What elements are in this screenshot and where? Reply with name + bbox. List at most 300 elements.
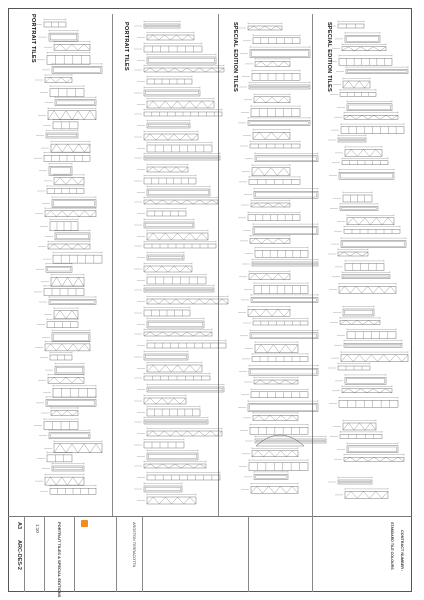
tile-outline [46, 399, 96, 406]
tile-outline [46, 266, 72, 272]
tile-zigzag [254, 380, 298, 384]
tile-outline [50, 355, 72, 360]
tile-inner-void [146, 355, 187, 359]
tile-inner-void [349, 447, 397, 452]
tile-zigzag [54, 444, 102, 453]
tile-profile-38 [39, 429, 90, 439]
tile-inner-void [345, 310, 373, 315]
tile-zigzag [45, 78, 72, 83]
tile-outline [54, 444, 102, 453]
tile-outline [340, 92, 376, 96]
tile-profile-114 [240, 329, 318, 339]
tile-profile-165 [335, 488, 388, 499]
tile-inner-void [149, 388, 223, 391]
tile-outline [250, 427, 308, 434]
tile-outline [147, 453, 198, 460]
scale: 1:10 [35, 524, 40, 533]
tile-outline [147, 497, 196, 504]
tile-profile-93 [239, 82, 310, 90]
tile-profile-45 [137, 32, 194, 41]
tile-outline [345, 377, 386, 384]
tile-profile-66 [134, 263, 192, 273]
tile-outline [339, 400, 398, 407]
tile-zigzag [48, 111, 96, 120]
tile-outline [342, 389, 392, 393]
tile-zigzag [342, 47, 386, 51]
tile-zigzag [251, 203, 290, 207]
tile-profile-4 [37, 52, 90, 65]
tile-profile-107 [245, 247, 308, 258]
tile-profile-119 [241, 388, 308, 398]
tile-profile-113 [243, 318, 308, 326]
tile-profile-136 [334, 112, 398, 120]
tile-outline [51, 277, 84, 286]
tile-profile-31 [40, 352, 72, 361]
title-block-divider-2 [44, 516, 45, 592]
tile-profile-41 [42, 463, 84, 472]
tile-inner-void [51, 168, 71, 175]
tile-outline [47, 455, 72, 462]
tile-profile-138 [328, 135, 366, 143]
tile-zigzag [339, 286, 396, 293]
tile-outline [253, 132, 290, 139]
tile-outline [346, 70, 408, 74]
tile-profile-109 [239, 270, 290, 280]
tile-zigzag [342, 389, 392, 393]
tile-outline [54, 311, 78, 319]
tile-profile-142 [333, 192, 372, 203]
tile-profile-156 [328, 363, 370, 371]
tile-profile-16 [37, 185, 84, 194]
tile-outline [144, 24, 180, 28]
tile-inner-void [57, 101, 95, 105]
tile-outline [254, 286, 308, 294]
tile-profile-159 [329, 397, 398, 408]
tile-zigzag [254, 97, 290, 103]
tile-profile-121 [243, 412, 298, 421]
tile-profile-158 [332, 385, 392, 393]
tile-zigzag [338, 252, 368, 256]
tile-profile-62 [134, 219, 194, 229]
tile-profile-98 [240, 141, 300, 149]
brand-logo [81, 520, 88, 527]
tile-zigzag [144, 332, 212, 336]
tile-zigzag [144, 200, 218, 204]
tile-profile-72 [134, 329, 212, 337]
tile-outline [144, 354, 188, 360]
tile-profile-55 [137, 142, 212, 153]
tile-profile-147 [328, 249, 368, 257]
title-block-top-rule [8, 516, 412, 517]
tile-outline [248, 26, 282, 30]
tile-outline [47, 55, 90, 64]
tile-profile-131 [329, 55, 392, 65]
tile-profile-116 [242, 353, 308, 362]
tile-inner-void [54, 467, 83, 470]
title-block-divider-3 [74, 516, 75, 592]
tile-inner-void [48, 267, 71, 271]
tile-inner-void [48, 401, 95, 406]
tile-zigzag [51, 411, 78, 416]
tile-profile-155 [331, 351, 408, 362]
tile-profile-51 [137, 98, 214, 109]
tile-zigzag [45, 477, 84, 485]
tile-profile-95 [241, 105, 300, 117]
tile-inner-void [51, 301, 95, 304]
tile-profile-63 [137, 230, 208, 241]
tile-profile-129 [335, 32, 380, 43]
tile-profile-2 [39, 30, 78, 41]
tile-inner-void [146, 289, 213, 291]
tile-profile-150 [329, 283, 396, 294]
tile-profile-53 [137, 120, 190, 129]
tile-profile-157 [335, 374, 386, 385]
tile-zigzag [251, 486, 298, 493]
tile-outline [339, 58, 392, 65]
tile-zigzag [147, 497, 196, 504]
tile-profile-54 [134, 131, 198, 141]
section-title-portrait-b: PORTRAIT TILES [123, 22, 129, 71]
tile-outline [254, 474, 288, 479]
tile-zigzag [147, 233, 208, 240]
tile-profile-39 [44, 440, 102, 453]
tile-zigzag [250, 238, 290, 243]
tile-zigzag [248, 26, 282, 30]
tile-profile-89 [243, 34, 300, 44]
tile-outline [52, 333, 90, 342]
tile-outline [250, 333, 318, 339]
tile-profile-11 [36, 130, 78, 139]
tile-profile-132 [336, 66, 408, 74]
tile-inner-void [54, 201, 95, 207]
tile-profile-27 [44, 307, 78, 319]
tile-profile-144 [337, 214, 394, 225]
tile-zigzag [45, 344, 90, 351]
tile-profile-111 [241, 294, 318, 303]
tile-profile-43 [40, 485, 96, 495]
tile-outline [54, 44, 90, 50]
tile-profile-140 [332, 157, 388, 165]
tile-profile-102 [244, 188, 318, 199]
tile-profile-123 [245, 436, 326, 444]
tile-profile-61 [137, 208, 186, 217]
tile-profile-36 [41, 407, 78, 416]
tile-zigzag [248, 309, 290, 316]
tile-profile-77 [137, 384, 224, 393]
tile-profile-70 [134, 307, 190, 317]
tile-outline [44, 22, 66, 27]
tile-outline [144, 178, 196, 184]
tile-profile-59 [137, 186, 210, 197]
tile-zigzag [347, 218, 394, 225]
tile-outline [338, 24, 364, 28]
tile-outline [147, 277, 206, 284]
tile-zigzag [54, 177, 84, 184]
tile-profile-145 [334, 226, 400, 234]
tile-inner-void [51, 34, 77, 40]
contract-number-label: CONTRACT NUMBER : [400, 530, 404, 572]
tile-profile-71 [137, 318, 204, 329]
tile-zigzag [343, 423, 376, 430]
tile-profile-164 [328, 477, 372, 485]
tile-inner-void [54, 334, 89, 341]
tile-profile-152 [330, 317, 380, 325]
tile-profile-126 [244, 471, 288, 480]
tile-outline [144, 90, 200, 96]
tile-profile-146 [331, 237, 406, 248]
tile-profile-97 [243, 129, 290, 140]
title-block-divider-7 [312, 516, 313, 592]
tile-profile-23 [36, 263, 72, 273]
tile-inner-void [149, 190, 209, 195]
tile-profile-81 [137, 428, 222, 437]
tile-inner-void [254, 263, 317, 265]
tile-inner-void [146, 223, 193, 227]
tile-profile-127 [241, 483, 298, 494]
tile-profile-48 [134, 65, 224, 73]
tile-profile-26 [39, 296, 96, 305]
tile-outline [252, 262, 318, 266]
tile-outline [147, 299, 228, 304]
tile-inner-void [146, 487, 181, 491]
tile-profile-154 [334, 340, 402, 348]
tile-profile-46 [134, 43, 202, 53]
tile-profile-139 [335, 146, 382, 157]
tile-outline [344, 229, 400, 233]
tile-profile-28 [37, 318, 78, 328]
tile-outline [340, 434, 382, 438]
tile-outline [255, 439, 326, 443]
tile-profile-148 [335, 260, 384, 271]
tile-profile-13 [34, 152, 90, 162]
tile-outline [343, 423, 376, 430]
tile-profile-160 [333, 420, 376, 431]
tile-profile-104 [238, 211, 300, 221]
tile-zigzag [252, 168, 290, 176]
tile-zigzag [144, 464, 206, 468]
tile-outline [251, 392, 308, 398]
tile-profile-115 [245, 341, 298, 353]
tile-profile-34 [43, 385, 96, 398]
tile-outline [147, 57, 216, 64]
tile-zigzag [147, 101, 214, 108]
tile-outline [144, 46, 202, 52]
tile-profile-83 [137, 450, 198, 461]
tile-outline [144, 288, 214, 292]
tile-colours-heading: STANDARD TILE COLOURS [390, 522, 394, 570]
tile-outline [144, 420, 208, 424]
tile-inner-void [250, 122, 309, 125]
tile-profile-91 [245, 58, 290, 67]
tile-zigzag [344, 115, 398, 119]
tile-inner-void [349, 105, 391, 110]
tile-outline [252, 451, 298, 457]
tile-outline [340, 206, 378, 210]
sheet-size: A3 [16, 522, 22, 530]
tile-profile-6 [35, 74, 72, 83]
tile-zigzag [144, 134, 198, 140]
tile-inner-void [341, 173, 393, 178]
tile-profile-24 [41, 274, 84, 287]
tile-zigzag [147, 167, 188, 172]
tile-profile-74 [134, 351, 188, 361]
tile-outline [147, 255, 184, 260]
title-block-divider-4 [116, 516, 117, 592]
tile-outline [144, 486, 182, 492]
tile-outline [253, 321, 308, 325]
tile-outline [342, 275, 390, 279]
tile-outline [144, 156, 220, 160]
tile-zigzag [147, 35, 194, 40]
arched-tile-profile [256, 435, 304, 446]
tile-outline [144, 244, 216, 248]
tile-zigzag [340, 320, 380, 324]
tile-profile-117 [239, 365, 318, 376]
tile-outline [55, 100, 96, 106]
tile-inner-void [51, 434, 89, 438]
title-block-divider-6 [248, 516, 249, 592]
tile-profile-153 [337, 328, 396, 339]
tile-inner-void [146, 157, 219, 159]
tile-outline [53, 122, 78, 129]
tile-outline [347, 446, 398, 453]
tile-outline [255, 250, 308, 257]
tile-inner-void [253, 299, 317, 302]
tile-profile-84 [134, 461, 206, 469]
tile-profile-65 [137, 252, 184, 261]
tile-outline [344, 343, 402, 347]
tile-zigzag [253, 132, 290, 139]
tile-outline [48, 111, 96, 120]
tile-profile-161 [330, 431, 382, 439]
tile-zigzag [343, 81, 370, 88]
tile-profile-69 [137, 296, 228, 305]
section-title-special-a: SPECIAL EDITION TILES [232, 22, 238, 92]
tile-profile-87 [137, 494, 196, 505]
tile-profile-120 [238, 400, 318, 412]
tile-inner-void [250, 405, 317, 411]
tile-zigzag [147, 431, 222, 436]
tile-inner-void [146, 25, 179, 27]
tile-outline [147, 475, 220, 480]
tile-inner-void [252, 334, 317, 338]
tile-inner-void [348, 71, 407, 73]
tile-outline [254, 97, 290, 103]
tile-outline [252, 168, 290, 176]
tile-outline [147, 123, 190, 128]
tile-profile-21 [38, 241, 90, 250]
tile-outline [53, 388, 96, 397]
tile-profile-8 [45, 96, 96, 106]
tile-profile-103 [241, 200, 290, 208]
tile-inner-void [344, 276, 389, 278]
tile-profile-135 [337, 100, 392, 111]
tile-profile-90 [240, 46, 310, 58]
tile-profile-143 [330, 203, 378, 211]
tile-outline [252, 356, 308, 361]
tile-inner-void [146, 421, 207, 423]
tile-inner-void [347, 379, 385, 384]
tile-outline [248, 120, 310, 125]
tile-zigzag [344, 457, 404, 461]
tile-profile-101 [239, 176, 300, 185]
tile-outline [255, 156, 318, 162]
tile-outline [52, 466, 84, 471]
tile-outline [147, 211, 186, 216]
tile-profile-80 [134, 417, 208, 425]
tile-outline [249, 85, 310, 89]
tile-inner-void [251, 369, 317, 374]
tile-outline [251, 486, 298, 493]
tile-profile-162 [337, 442, 398, 453]
tile-profile-94 [244, 93, 290, 103]
tile-profile-68 [134, 285, 214, 293]
tile-zigzag [147, 299, 228, 304]
tile-outline [144, 200, 218, 204]
tile-profile-58 [134, 175, 196, 185]
tile-zigzag [144, 398, 186, 404]
tile-profile-122 [240, 424, 308, 435]
tile-profile-56 [134, 153, 220, 161]
tile-inner-void [146, 91, 199, 95]
tile-profile-73 [137, 340, 226, 349]
tile-profile-49 [137, 76, 192, 85]
tile-profile-88 [238, 23, 282, 31]
tile-profile-50 [134, 87, 200, 97]
tile-profile-17 [42, 196, 96, 208]
tile-profile-86 [134, 483, 182, 493]
tile-outline [147, 321, 204, 328]
tile-profile-141 [329, 169, 394, 180]
tile-profile-37 [34, 418, 78, 430]
tile-outline [345, 263, 384, 270]
tile-profile-52 [134, 109, 222, 117]
tile-profile-92 [242, 70, 300, 81]
tile-zigzag [255, 61, 290, 66]
tile-outline [44, 288, 84, 295]
tile-profile-134 [330, 89, 376, 97]
tile-zigzag [345, 149, 382, 156]
tile-outline [45, 344, 90, 351]
tile-outline [248, 215, 300, 221]
tile-inner-void [256, 476, 287, 479]
tile-inner-void [340, 139, 365, 141]
tile-zigzag [144, 266, 192, 272]
tile-profile-149 [332, 271, 390, 279]
tile-profile-7 [40, 85, 84, 97]
tile-outline [147, 387, 224, 392]
tile-zigzag [54, 44, 90, 50]
tile-profile-151 [333, 306, 374, 317]
tile-outline [144, 442, 184, 448]
tile-inner-void [54, 68, 101, 73]
tile-outline [343, 309, 374, 316]
tile-profile-33 [38, 374, 84, 384]
tile-zigzag [253, 415, 298, 420]
tile-profile-130 [332, 43, 386, 51]
tile-profile-78 [134, 395, 186, 405]
tile-inner-void [57, 234, 89, 239]
tile-zigzag [144, 68, 224, 72]
tile-profile-64 [134, 241, 216, 249]
title-block-divider-1 [24, 516, 25, 592]
tile-profile-163 [334, 454, 404, 462]
tile-profile-29 [42, 329, 90, 342]
tile-inner-void [48, 134, 77, 137]
tile-inner-void [346, 344, 401, 346]
tile-outline [338, 480, 372, 484]
tile-inner-void [343, 242, 405, 247]
